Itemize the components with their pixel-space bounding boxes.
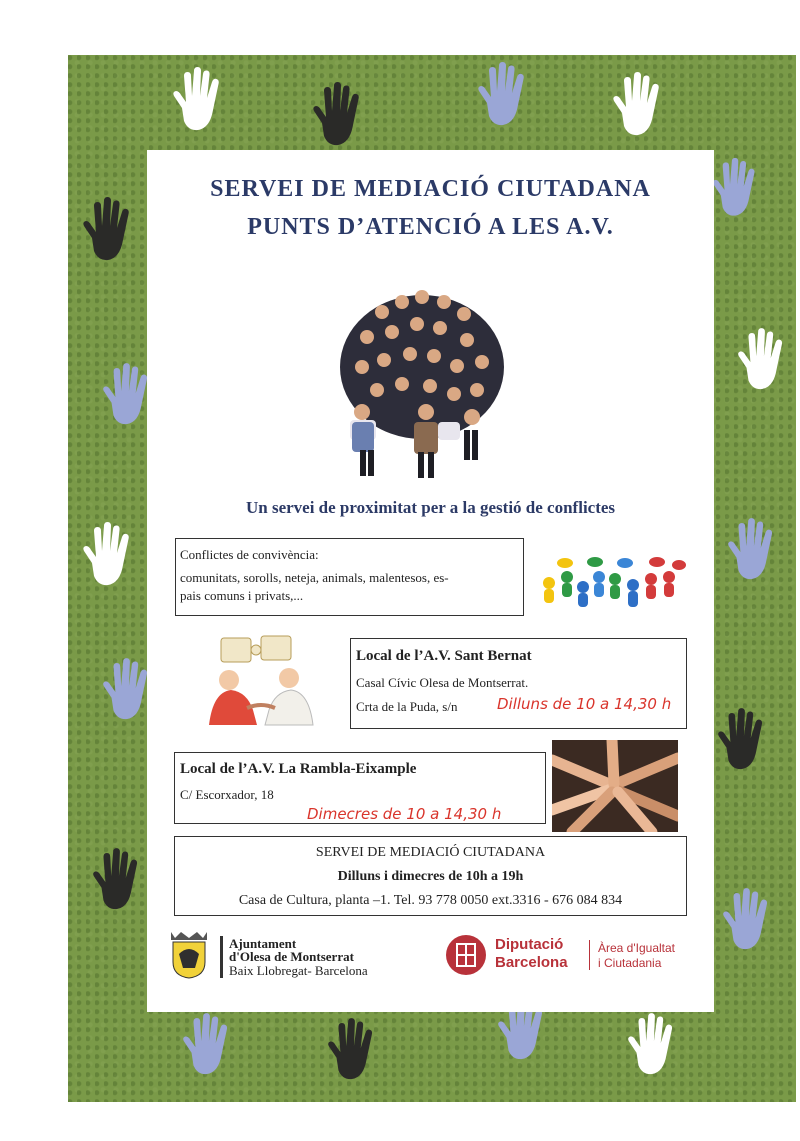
- figures-illustration: [535, 555, 687, 613]
- diputacio-name: Diputació: [495, 936, 564, 953]
- sant-bernat-line2: Crta de la Puda, s/n: [356, 699, 458, 714]
- hand-print-icon: [323, 1015, 381, 1087]
- diputacio-divider: [589, 940, 590, 970]
- hand-print-icon: [708, 155, 763, 223]
- poster-panel: [147, 150, 714, 1012]
- footer-hours: Dilluns i dimecres de 10h a 19h: [337, 869, 524, 884]
- sant-bernat-title: Local de l’A.V. Sant Bernat: [356, 648, 532, 664]
- sant-bernat-line1: Casal Cívic Olesa de Montserrat.: [356, 675, 529, 690]
- hand-print-icon: [713, 705, 771, 777]
- footer-title: SERVEI DE MEDIACIÓ CIUTADANA: [315, 845, 546, 860]
- footer-box: [174, 836, 687, 916]
- area-subname: i Ciutadania: [598, 956, 662, 970]
- conflicts-title: Conflictes de convivència:: [180, 547, 319, 562]
- hand-print-icon: [608, 70, 668, 142]
- area-name: Àrea d'Igualtat: [598, 941, 676, 955]
- diputacio-emblem-icon: [445, 934, 487, 976]
- hand-print-icon: [178, 1010, 236, 1082]
- ajuntament-shield-icon: [165, 930, 213, 980]
- rambla-box: [174, 752, 546, 824]
- tagline: Un servei de proximitat per a la gestió de conflictes: [245, 498, 616, 517]
- hand-print-icon: [733, 325, 791, 397]
- ajuntament-region: Baix Llobregat- Barcelona: [229, 963, 368, 978]
- footer-contact: Casa de Cultura, planta –1. Tel. 93 778 0050 ext.3316 - 676 084 834: [238, 893, 623, 908]
- ajuntament-name: Ajuntament: [229, 936, 297, 951]
- hand-print-icon: [718, 885, 776, 957]
- sant-bernat-schedule: Dilluns de 10 a 14,30 h: [497, 695, 672, 713]
- sant-bernat-box: [350, 638, 687, 729]
- hand-print-icon: [78, 520, 138, 592]
- poster-title: SERVEI DE MEDIACIÓ CIUTADANA: [210, 176, 651, 202]
- puzzle-illustration: [199, 630, 323, 730]
- hand-print-icon: [168, 65, 228, 137]
- diputacio-city: Barcelona: [495, 954, 568, 971]
- hand-print-icon: [88, 845, 146, 917]
- conflicts-box: [175, 538, 524, 616]
- hand-print-icon: [723, 515, 781, 587]
- hands-together-photo: [552, 740, 678, 832]
- ajuntament-town: d'Olesa de Montserrat: [229, 949, 354, 964]
- conflicts-line1: comunitats, sorolls, neteja, animals, malentesos, es-: [180, 570, 449, 585]
- hand-print-icon: [473, 60, 533, 132]
- rambla-title: Local de l’A.V. La Rambla-Eixample: [180, 761, 417, 777]
- ajuntament-divider: [220, 936, 223, 978]
- rambla-schedule: Dimecres de 10 a 14,30 h: [307, 805, 502, 823]
- poster-subtitle: PUNTS D’ATENCIÓ A LES A.V.: [247, 214, 614, 240]
- hand-print-icon: [78, 195, 138, 267]
- rambla-line1: C/ Escorxador, 18: [180, 787, 274, 802]
- conflicts-line2: pais comuns i privats,...: [180, 588, 304, 603]
- hand-print-icon: [623, 1010, 681, 1082]
- hand-print-icon: [308, 80, 368, 152]
- crowd-photo: [322, 262, 522, 482]
